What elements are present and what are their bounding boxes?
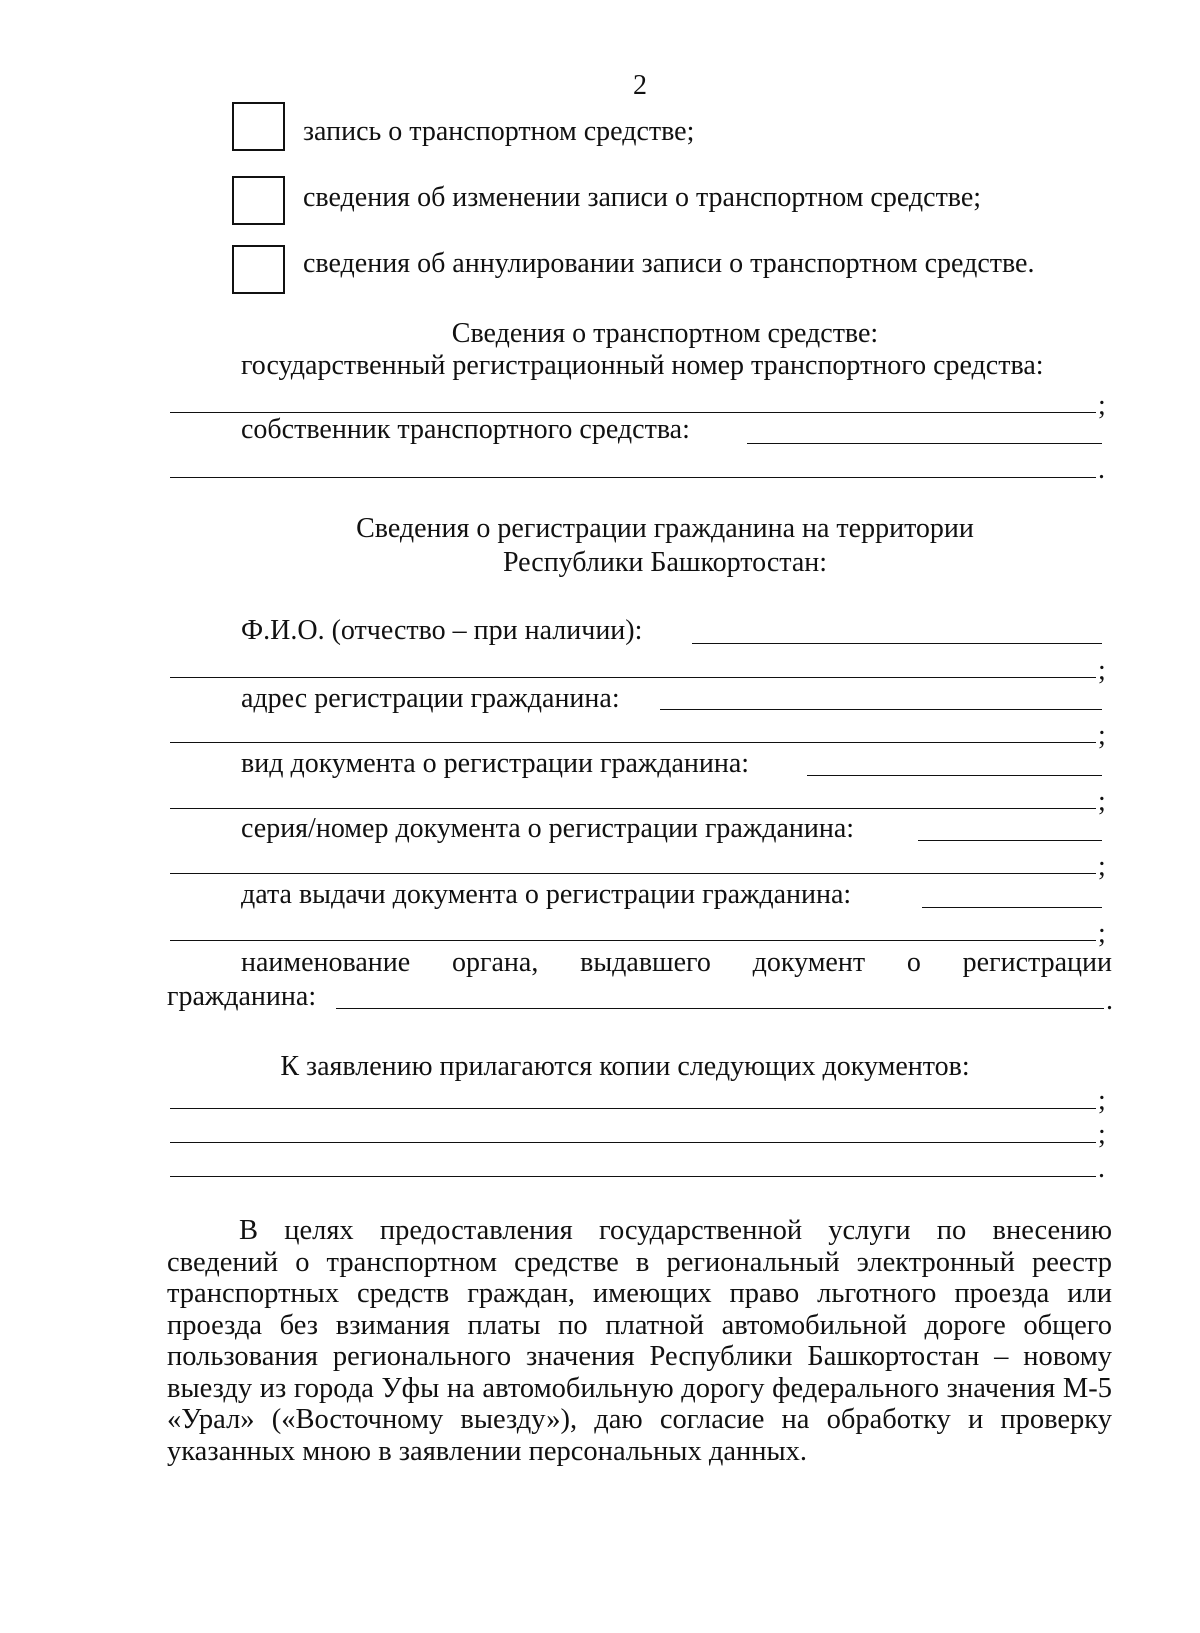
fio-field[interactable]: [692, 643, 1102, 644]
checkbox-record-change-label: сведения об изменении записи о транспортном средстве;: [303, 182, 982, 213]
owner-field-line2[interactable]: [170, 477, 1096, 478]
attachments-heading: К заявлению прилагаются копии следующих документов:: [280, 1051, 970, 1082]
issuer-label-word: регистрации: [962, 947, 1112, 978]
issuer-field[interactable]: [336, 1008, 1104, 1009]
semicolon: ;: [1098, 1085, 1106, 1116]
doc-series-label: серия/номер документа о регистрации гражданина:: [241, 813, 855, 844]
issuer-label-word: документ: [752, 947, 866, 978]
semicolon: ;: [1098, 918, 1106, 949]
checkbox-vehicle-record-label: запись о транспортном средстве;: [303, 116, 695, 147]
semicolon: ;: [1098, 851, 1106, 882]
doc-type-label: вид документа о регистрации гражданина:: [241, 748, 750, 779]
owner-field[interactable]: [747, 443, 1102, 444]
fio-label: Ф.И.О. (отчество – при наличии):: [241, 615, 643, 646]
doc-date-field-line2[interactable]: [170, 940, 1096, 941]
semicolon: ;: [1098, 720, 1106, 751]
vehicle-section-heading: Сведения о транспортном средстве:: [451, 318, 879, 349]
fio-field-line2[interactable]: [170, 677, 1096, 678]
doc-series-field[interactable]: [918, 840, 1102, 841]
period: .: [1106, 985, 1113, 1016]
address-label: адрес регистрации гражданина:: [241, 683, 620, 714]
attachment-field-1[interactable]: [170, 1108, 1096, 1109]
doc-type-field[interactable]: [807, 775, 1102, 776]
registration-heading-line2: Республики Башкортостан:: [502, 547, 828, 578]
doc-date-field[interactable]: [922, 907, 1102, 908]
issuer-label-word: наименование: [241, 947, 411, 978]
address-field-line2[interactable]: [170, 742, 1096, 743]
issuer-label-cont: гражданина:: [167, 981, 317, 1012]
checkbox-record-cancel-label: сведения об аннулировании записи о транспортном средстве.: [303, 248, 1035, 279]
semicolon: ;: [1098, 786, 1106, 817]
doc-date-label: дата выдачи документа о регистрации гражданина:: [241, 879, 852, 910]
issuer-label-word: выдавшего: [580, 947, 711, 978]
period: .: [1098, 1153, 1105, 1184]
reg-number-field[interactable]: [170, 412, 1096, 413]
issuer-label-word: о: [906, 947, 921, 978]
period: .: [1098, 454, 1105, 485]
address-field[interactable]: [660, 709, 1102, 710]
consent-paragraph: В целях предоставления государственной услуги по внесению сведений о транспортном средстве в региональный электронный реестр транспортных средств граждан, имеющих право льготного проезда или проезда без взимания платы по платной автомобильной дороге общего пользования регионального значения Республики Башкортостан – новому выезду из города Уфы на автомобильную дорогу федерального значения М-5 «Урал» («Восточному выезду»), даю согласие на обработку и проверку указанных мною в заявлении персональных данных.: [167, 1215, 1112, 1467]
checkbox-record-cancel[interactable]: [232, 245, 285, 294]
doc-type-field-line2[interactable]: [170, 808, 1096, 809]
attachment-field-2[interactable]: [170, 1142, 1096, 1143]
checkbox-vehicle-record[interactable]: [232, 102, 285, 151]
doc-series-field-line2[interactable]: [170, 873, 1096, 874]
reg-number-label: государственный регистрационный номер транспортного средства:: [241, 350, 1044, 381]
semicolon: ;: [1098, 390, 1106, 421]
checkbox-record-change[interactable]: [232, 176, 285, 225]
attachment-field-3[interactable]: [170, 1176, 1096, 1177]
semicolon: ;: [1098, 1119, 1106, 1150]
registration-heading-line1: Сведения о регистрации гражданина на территории: [356, 513, 974, 544]
owner-label: собственник транспортного средства:: [241, 414, 690, 445]
page-number: 2: [633, 70, 647, 101]
issuer-label-word: органа,: [452, 947, 539, 978]
semicolon: ;: [1098, 655, 1106, 686]
issuer-label: [241, 949, 1112, 977]
